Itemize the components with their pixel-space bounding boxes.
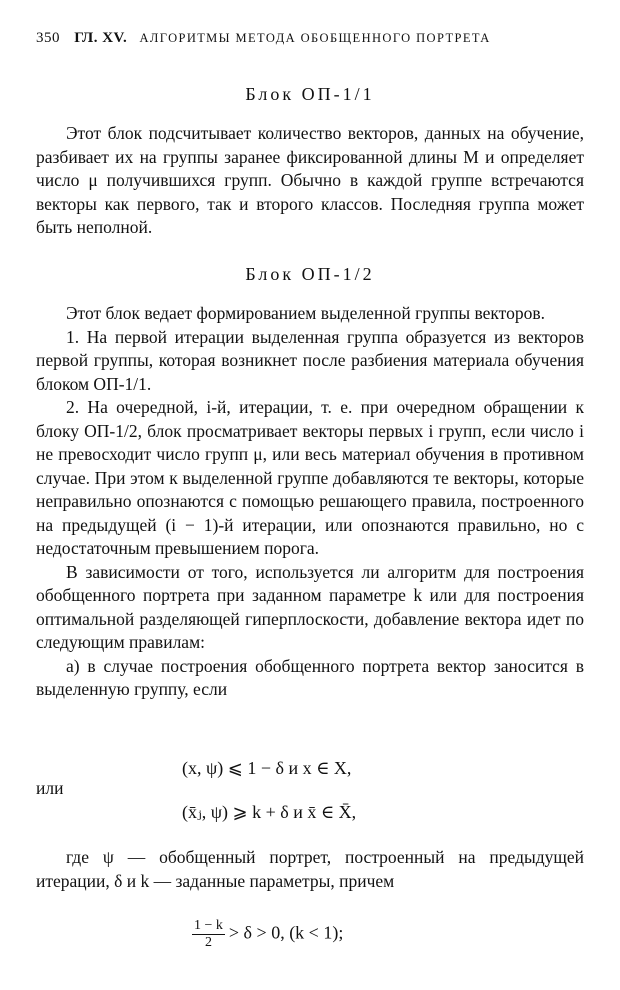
paragraph-rules-intro: В зависимости от того, используется ли алгоритм для построения обобщенного портрета при заданном параметре k или для построения оптимальной разделяющей гиперплоскости, добавление вектора идет по следующим правилам: [36,561,584,652]
chapter-label: ГЛ. XV. [74,30,128,46]
paragraph-where: где ψ — обобщенный портрет, построенный на предыдущей итерации, δ и k — заданные параметры, причем [36,847,584,891]
section-body-op-1-1 [36,122,584,240]
word-or: или [36,778,64,798]
section-body-op-1-2 [36,302,584,702]
paragraph-intro: Этот блок ведает формированием выделенной группы векторов. [66,303,545,323]
paragraph: Этот блок подсчитывает количество векторов, данных на обучение, разбивает их на группы заранее фиксированной длины M и определяет число μ получившихся групп. Обычно в каждой группе встречаются векторы как первого, так и второго классов. Последняя группа может быть неполной. [36,123,584,237]
page-number: 350 [36,30,60,46]
paragraph-item-2: 2. На очередной, i-й, итерации, т. е. при очередном обращении к блоку ОП-1/2, блок просматривает векторы первых i групп, если число i не превосходит число групп μ, или весь материал обучения в противном случае. При этом к выделенной группе добавляются те векторы, которые неправильно опознаются с помощью решающего правила, построенного на предыдущей (i − 1)-й итерации, или опознаются правильно, но с недостаточным превышением порога. [36,397,584,558]
fraction-denominator: 2 [204,935,212,950]
formula-condition-2: (x̄ⱼ, ψ) ⩾ k + δ и x̄ ∈ X̄, [182,802,357,822]
section-title-op-1-2: Блок ОП-1/2 [245,264,375,284]
fraction [192,918,225,951]
running-title: АЛГОРИТМЫ МЕТОДА ОБОБЩЕННОГО ПОРТРЕТА [139,31,491,45]
paragraph-case-a: а) в случае построения обобщенного портрета вектор заносится в выделенную группу, если [36,655,584,699]
section-title-op-1-1: Блок ОП-1/1 [245,84,375,104]
running-header [36,30,596,47]
fraction-numerator: 1 − k [194,918,223,933]
where-paragraph-block [36,846,584,893]
formula-condition-3-rest: > δ > 0, (k < 1); [228,922,344,943]
formula-condition-3 [192,918,343,951]
formula-condition-1: (x, ψ) ⩽ 1 − δ и x ∈ X, [182,758,352,778]
paragraph-item-1: 1. На первой итерации выделенная группа образуется из векторов первой группы, которая возникнет после разбиения материала обучения блоком ОП-1/1. [36,326,584,394]
